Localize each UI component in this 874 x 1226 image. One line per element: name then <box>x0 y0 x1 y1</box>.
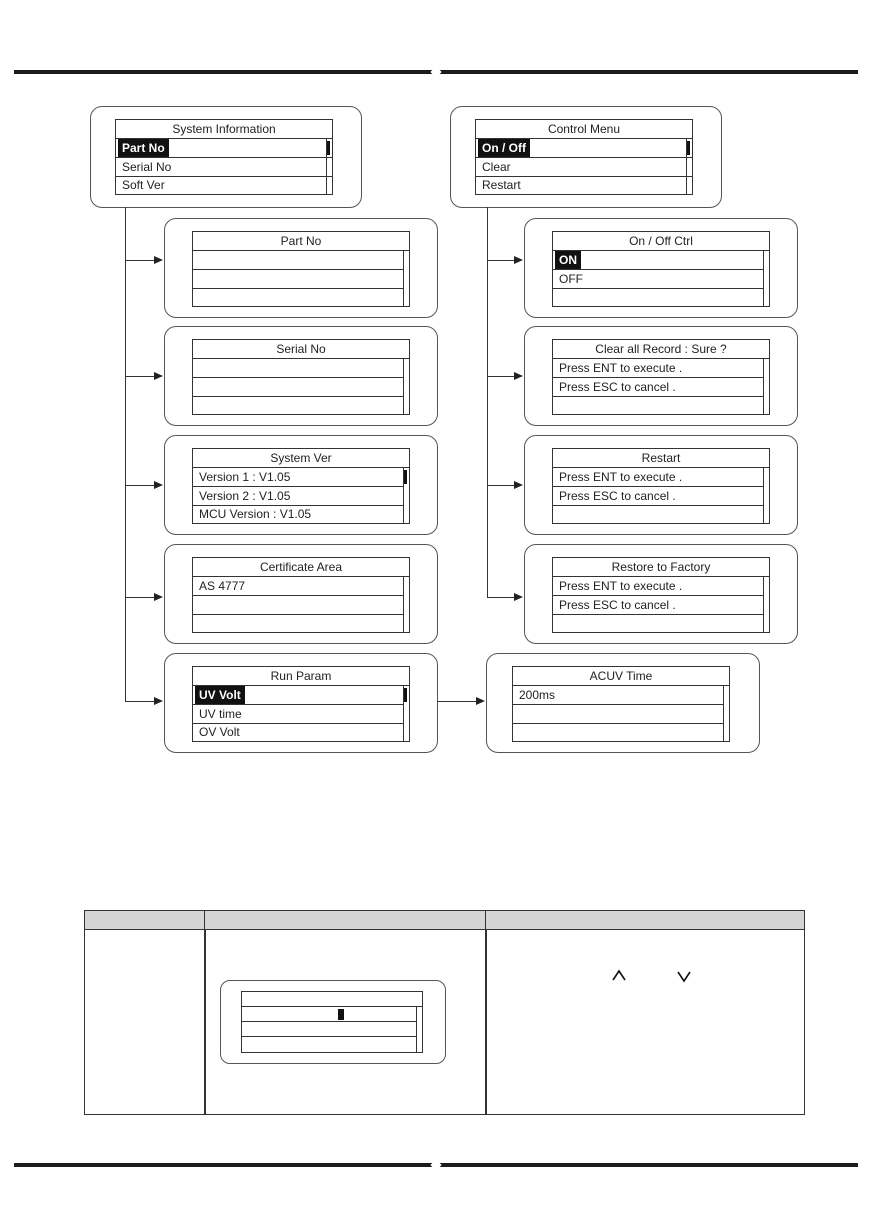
option-off[interactable]: OFF <box>553 270 763 289</box>
mcu-version-row: MCU Version : V1.05 <box>199 507 312 521</box>
empty-row <box>242 992 422 1007</box>
press-esc-row: Press ESC to cancel . <box>553 378 763 397</box>
menu-item-part-no[interactable]: Part No <box>116 139 332 158</box>
chevron-up-icon <box>612 966 626 985</box>
restart-panel <box>524 435 798 535</box>
menu-item-serial-no[interactable]: Serial No <box>116 158 332 177</box>
screen-title: Part No <box>193 232 409 251</box>
arrow-icon <box>154 372 163 380</box>
scrollbar-track <box>763 468 764 523</box>
run-param-panel <box>164 653 438 753</box>
connector-system-ver <box>125 485 155 486</box>
certificate-area-panel <box>164 544 438 644</box>
table-cell-col-1 <box>84 929 206 1115</box>
menu-item-restart[interactable]: Restart <box>482 178 521 192</box>
screen-title: ACUV Time <box>513 667 729 686</box>
connector-factory <box>487 597 515 598</box>
menu-item-soft-ver[interactable]: Soft Ver <box>122 178 165 192</box>
empty-row <box>242 1022 416 1037</box>
arrow-icon <box>154 256 163 264</box>
table-header-col-2 <box>204 910 487 930</box>
option-on[interactable]: ON <box>553 251 763 270</box>
restore-factory-panel <box>524 544 798 644</box>
press-ent-row: Press ENT to execute . <box>553 359 763 378</box>
system-information-panel <box>90 106 362 208</box>
press-ent-row: Press ENT to execute . <box>553 468 763 487</box>
clear-record-screen <box>552 339 770 415</box>
scrollbar-thumb[interactable] <box>404 470 407 484</box>
scrollbar-track <box>403 577 404 632</box>
restore-factory-screen <box>552 557 770 633</box>
screen-title: Certificate Area <box>193 558 409 577</box>
mini-screen <box>241 991 423 1053</box>
arrow-icon <box>476 697 485 705</box>
scrollbar-track <box>763 577 764 632</box>
connector-acuv <box>437 701 477 702</box>
clear-record-panel <box>524 326 798 426</box>
screen-title: System Ver <box>193 449 409 468</box>
connector-on-off <box>487 260 515 261</box>
version-1-row: Version 1 : V1.05 <box>193 468 403 487</box>
bottom-rule-notch <box>430 1159 441 1170</box>
on-off-ctrl-screen <box>552 231 770 307</box>
empty-row <box>193 270 403 289</box>
press-esc-row: Press ESC to cancel . <box>553 596 763 615</box>
serial-no-panel <box>164 326 438 426</box>
scrollbar-track <box>763 359 764 414</box>
connector-certificate <box>125 597 155 598</box>
press-ent-row: Press ENT to execute . <box>553 577 763 596</box>
screen-title: System Information <box>116 120 332 139</box>
right-trunk-line <box>487 207 488 597</box>
control-menu-panel <box>450 106 722 208</box>
scrollbar-track <box>416 1007 417 1052</box>
connector-part-no <box>125 260 155 261</box>
system-ver-panel <box>164 435 438 535</box>
menu-item-ov-volt[interactable]: OV Volt <box>199 725 240 739</box>
version-2-row: Version 2 : V1.05 <box>193 487 403 506</box>
certificate-area-screen <box>192 557 410 633</box>
run-param-screen <box>192 666 410 742</box>
scrollbar-track <box>763 251 764 306</box>
system-ver-screen <box>192 448 410 524</box>
empty-row <box>513 705 723 724</box>
acuv-time-screen <box>512 666 730 742</box>
screen-title: Serial No <box>193 340 409 359</box>
serial-no-screen <box>192 339 410 415</box>
left-trunk-line <box>125 207 126 701</box>
top-rule-notch <box>430 66 441 77</box>
scrollbar-thumb[interactable] <box>327 141 330 155</box>
part-no-panel <box>164 218 438 318</box>
arrow-icon <box>514 372 523 380</box>
scrollbar-track <box>723 686 724 741</box>
empty-row <box>193 251 403 270</box>
certificate-row: AS 4777 <box>193 577 403 596</box>
connector-run-param <box>125 701 155 702</box>
screen-title: Restart <box>553 449 769 468</box>
chevron-down-icon <box>677 968 691 987</box>
arrow-icon <box>514 256 523 264</box>
press-esc-row: Press ESC to cancel . <box>553 487 763 506</box>
menu-item-uv-time[interactable]: UV time <box>193 705 403 724</box>
mini-screen-panel <box>220 980 446 1064</box>
arrow-icon <box>154 593 163 601</box>
scrollbar-track <box>403 359 404 414</box>
control-menu-screen <box>475 119 693 195</box>
empty-row <box>242 1007 416 1022</box>
acuv-time-value: 200ms <box>513 686 723 705</box>
scrollbar-thumb[interactable] <box>687 141 690 155</box>
arrow-icon <box>514 593 523 601</box>
screen-title: Run Param <box>193 667 409 686</box>
restart-screen <box>552 448 770 524</box>
connector-restart <box>487 485 515 486</box>
screen-title: Restore to Factory <box>553 558 769 577</box>
connector-clear <box>487 376 515 377</box>
menu-item-on-off[interactable]: On / Off <box>476 139 692 158</box>
empty-row <box>193 378 403 397</box>
table-header-col-3 <box>485 910 805 930</box>
menu-item-uv-volt[interactable]: UV Volt <box>193 686 403 705</box>
arrow-icon <box>514 481 523 489</box>
system-information-screen <box>115 119 333 195</box>
scrollbar-track <box>403 251 404 306</box>
screen-title: Control Menu <box>476 120 692 139</box>
acuv-time-panel <box>486 653 760 753</box>
screen-title: Clear all Record : Sure ? <box>553 340 769 359</box>
scrollbar-thumb[interactable] <box>404 688 407 702</box>
connector-serial-no <box>125 376 155 377</box>
screen-title: On / Off Ctrl <box>553 232 769 251</box>
menu-item-clear[interactable]: Clear <box>476 158 692 177</box>
part-no-screen <box>192 231 410 307</box>
table-header-col-1 <box>84 910 206 930</box>
arrow-icon <box>154 697 163 705</box>
empty-row <box>193 596 403 615</box>
empty-row <box>193 359 403 378</box>
on-off-ctrl-panel <box>524 218 798 318</box>
table-cell-col-3 <box>485 929 805 1115</box>
arrow-icon <box>154 481 163 489</box>
cursor-block <box>338 1009 344 1020</box>
